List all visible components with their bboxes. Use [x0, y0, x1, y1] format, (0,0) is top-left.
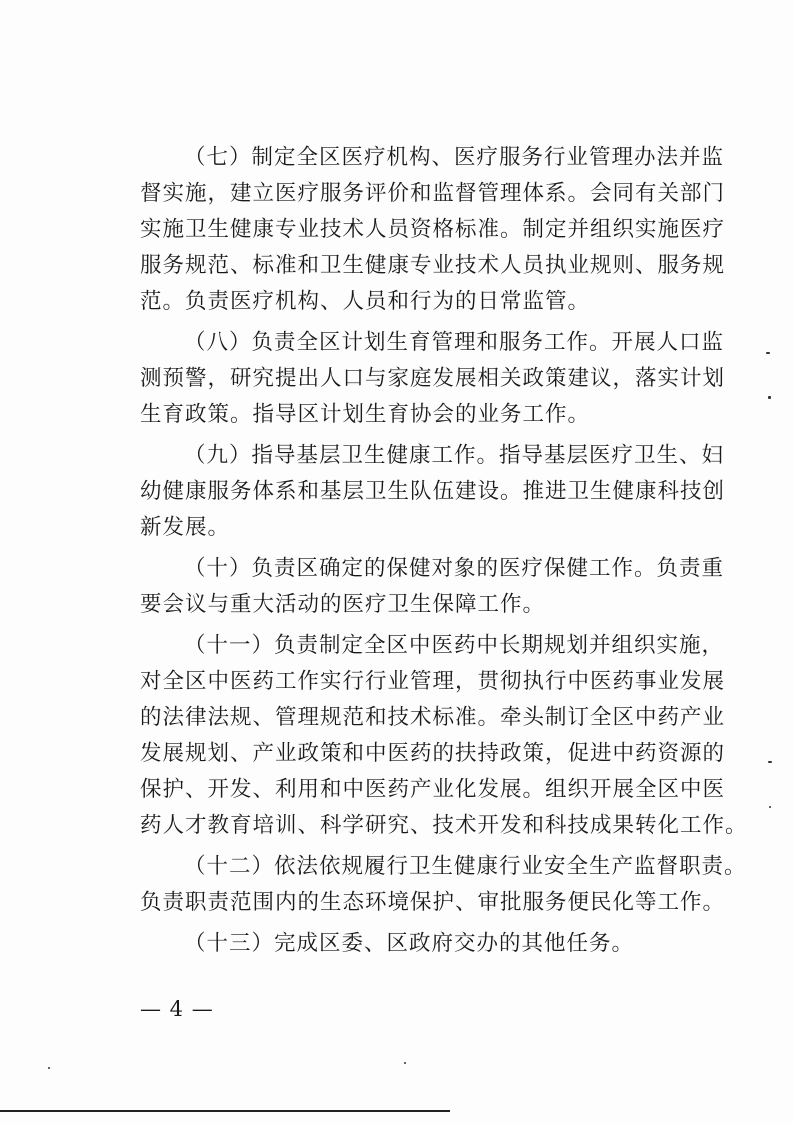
text-line: 服务规范、标准和卫生健康专业技术人员执业规则、服务规 — [140, 253, 726, 278]
bottom-rule — [0, 1110, 450, 1112]
text-line: （十）负责区确定的保健对象的医疗保健工作。负责重 — [184, 556, 725, 581]
text-line: 新发展。 — [140, 515, 231, 540]
text-line: 要会议与重大活动的医疗卫生保障工作。 — [140, 592, 546, 617]
text-line: 范。负责医疗机构、人员和行为的日常监管。 — [140, 289, 591, 314]
scan-speck — [768, 761, 772, 763]
text-line: （九）指导基层卫生健康工作。指导基层医疗卫生、妇 — [184, 443, 725, 468]
text-line: （八）负责全区计划生育管理和服务工作。开展人口监 — [184, 330, 725, 355]
text-line: （十一）负责制定全区中医药中长期规划并组织实施， — [184, 633, 725, 658]
text-line: 幼健康服务体系和基层卫生队伍建设。推进卫生健康科技创 — [140, 479, 726, 504]
text-line: （十二）依法依规履行卫生健康行业安全生产监督职责。 — [184, 854, 747, 879]
scan-speck — [766, 352, 770, 354]
scan-speck — [48, 1067, 50, 1069]
text-line: 实施卫生健康专业技术人员资格标准。制定并组织实施医疗 — [140, 217, 726, 242]
text-line: 生育政策。指导区计划生育协会的业务工作。 — [140, 402, 591, 427]
scan-speck — [769, 806, 771, 808]
scan-speck — [404, 1062, 406, 1064]
text-line: 测预警，研究提出人口与家庭发展相关政策建议，落实计划 — [140, 366, 726, 391]
text-line: （十三）完成区委、区政府交办的其他任务。 — [184, 931, 635, 956]
text-line: 的法律法规、管理规范和技术标准。牵头制订全区中药产业 — [140, 705, 726, 730]
page-number: — 4 — — [140, 997, 214, 1021]
text-line: 负责职责范围内的生态环境保护、审批服务便民化等工作。 — [140, 890, 726, 915]
text-line: （七）制定全区医疗机构、医疗服务行业管理办法并监 — [184, 145, 725, 170]
text-line: 督实施，建立医疗服务评价和监督管理体系。会同有关部门 — [140, 181, 726, 206]
text-line: 药人才教育培训、科学研究、技术开发和科技成果转化工作。 — [140, 813, 748, 838]
text-line: 保护、开发、利用和中医药产业化发展。组织开展全区中医 — [140, 777, 726, 802]
text-line: 对全区中医药工作实行行业管理，贯彻执行中医药事业发展 — [140, 669, 726, 694]
text-line: 发展规划、产业政策和中医药的扶持政策，促进中药资源的 — [140, 741, 726, 766]
scan-speck — [768, 396, 771, 399]
